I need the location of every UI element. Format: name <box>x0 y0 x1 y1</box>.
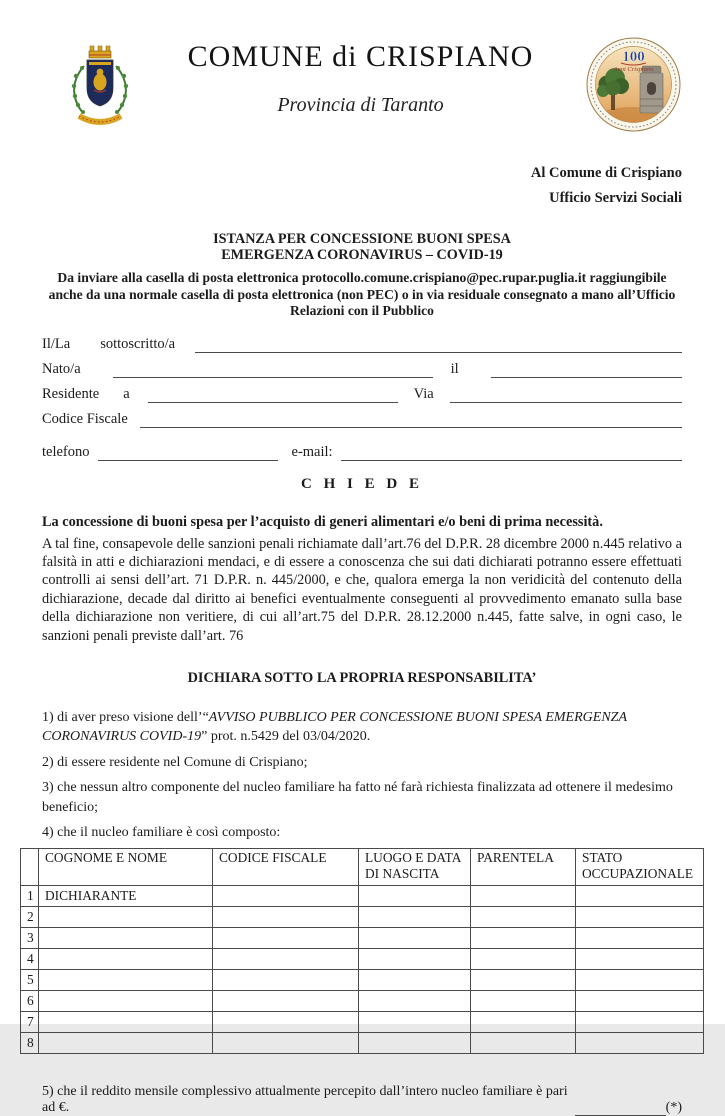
row-birth <box>42 357 682 378</box>
cell-fiscal-code <box>213 990 359 1011</box>
row-contacts <box>42 440 682 461</box>
cell-kinship <box>471 1011 576 1032</box>
table-row <box>21 906 704 927</box>
cell-employment <box>576 990 704 1011</box>
col-kinship: PARENTELA <box>471 848 576 885</box>
table-row <box>21 1032 704 1053</box>
cell-fiscal-code <box>213 1011 359 1032</box>
resident-at-label: a <box>123 385 130 402</box>
declaration-item-4: 4) che il nucleo familiare è così composto: <box>42 825 281 841</box>
fiscal-code-field-line <box>140 410 682 428</box>
legal-disclaimer: A tal fine, consapevole delle sanzioni penali richiamate dall’art.76 del D.P.R. 28 dicembre 2000 n.445 relativo a falsità in atti e dichiarazioni mendaci, e di essere a conoscenza che sui dati dichiarati potranno essere effettuati controlli ai sensi dell’art. 71 D.P.R. n. 445/2000, e che, qualora emerga la non veridicità del contenuto della dichiarazione, decade dal diritto ai benefici eventualmente conseguenti al provvedimento emanato sulla base della dichiarazione non veritiere, di cui all’art.75 del D.P.R. 28.12.2000 n.445, fatte salve, in ogni caso, le sanzioni penali previste dall’art. 76 <box>42 535 682 644</box>
submission-instructions: Da inviare alla casella di posta elettronica protocollo.comune.crispiano@pec.rupar.puglia.it raggiungibile anche da una normale casella di posta elettronica (non PEC) o in via residuale consegnato a mano all’Ufficio Relazioni con il Pubblico <box>48 270 676 318</box>
row-fiscal-code <box>42 407 682 428</box>
row-residence <box>42 382 682 403</box>
col-employment: STATO OCCUPAZIONALE <box>576 848 704 885</box>
cell-employment <box>576 927 704 948</box>
born-label: Nato/a <box>42 360 81 377</box>
recipient-block <box>42 161 682 211</box>
born-on-label: il <box>450 360 459 377</box>
cell-birth <box>359 948 471 969</box>
family-table-header <box>21 848 704 885</box>
table-row <box>21 1011 704 1032</box>
municipal-coat-of-arms-icon <box>64 36 136 131</box>
cell-kinship <box>471 885 576 906</box>
family-members-table <box>20 848 704 1054</box>
cell-fiscal-code <box>213 927 359 948</box>
col-name: COGNOME E NOME <box>39 848 213 885</box>
cell-name <box>39 990 213 1011</box>
cell-kinship <box>471 906 576 927</box>
phone-label: telefono <box>42 443 90 460</box>
chiede-heading: C H I E D E <box>301 475 423 492</box>
cell-birth <box>359 885 471 906</box>
cell-birth <box>359 990 471 1011</box>
cell-kinship <box>471 948 576 969</box>
document-title-line-2: EMERGENZA CORONAVIRUS – COVID-19 <box>221 247 503 263</box>
row-number: 2 <box>21 906 39 927</box>
cell-birth <box>359 1011 471 1032</box>
declaration-item-5 <box>42 1084 682 1116</box>
declaration-item-1 <box>42 708 682 747</box>
letterhead-titles <box>136 36 585 117</box>
cell-name <box>39 1032 213 1053</box>
city-field-line <box>148 385 398 403</box>
recipient-line-1: Al Comune di Crispiano <box>530 165 682 181</box>
cell-kinship <box>471 1032 576 1053</box>
table-row <box>21 927 704 948</box>
resident-label: Residente <box>42 385 100 402</box>
cell-name <box>39 969 213 990</box>
row-number: 5 <box>21 969 39 990</box>
cell-birth <box>359 906 471 927</box>
table-row <box>21 948 704 969</box>
cell-name <box>39 1011 213 1032</box>
request-statement: La concessione di buoni spesa per l’acquisto di generi alimentari e/o beni di prima necessità. <box>42 513 603 530</box>
municipality-name: COMUNE di CRISPIANO <box>187 40 534 73</box>
recipient-line-2: Ufficio Servizi Sociali <box>549 190 682 206</box>
birthdate-field-line <box>491 360 682 378</box>
cell-employment <box>576 885 704 906</box>
cell-employment <box>576 1032 704 1053</box>
row-number: 1 <box>21 885 39 906</box>
declaration-heading: DICHIARA SOTTO LA PROPRIA RESPONSABILITA’ <box>187 669 537 686</box>
row-number: 7 <box>21 1011 39 1032</box>
item1-notice-title: AVVISO PUBBLICO PER CONCESSIONE BUONI SPESA EMERGENZA CORONAVIRUS COVID-19 <box>42 709 627 745</box>
cell-employment <box>576 969 704 990</box>
cell-kinship <box>471 990 576 1011</box>
cell-employment <box>576 1011 704 1032</box>
cell-name <box>39 927 213 948</box>
street-label: Via <box>413 385 434 402</box>
row-subject <box>42 332 682 353</box>
fiscal-code-label: Codice Fiscale <box>42 410 128 427</box>
cell-birth <box>359 1032 471 1053</box>
cell-fiscal-code <box>213 969 359 990</box>
cell-name <box>39 906 213 927</box>
document-title-line-1: ISTANZA PER CONCESSIONE BUONI SPESA <box>213 231 511 247</box>
applicant-form <box>42 332 682 461</box>
cell-fiscal-code <box>213 948 359 969</box>
letterhead <box>42 36 682 133</box>
item5-suffix: (*) <box>665 1099 682 1115</box>
subject-label: Il/La <box>42 335 71 352</box>
phone-field-line <box>98 443 278 461</box>
table-row <box>21 885 704 906</box>
col-number <box>21 848 39 885</box>
row-number: 8 <box>21 1032 39 1053</box>
document-title <box>42 231 682 263</box>
item5-text: 5) che il reddito mensile complessivo attualmente percepito dall’intero nucleo familiare è pari ad €. <box>42 1083 568 1115</box>
cell-employment <box>576 906 704 927</box>
email-field-line <box>341 443 682 461</box>
cell-fiscal-code <box>213 885 359 906</box>
cell-birth <box>359 927 471 948</box>
cell-employment <box>576 948 704 969</box>
table-row <box>21 969 704 990</box>
cell-birth <box>359 969 471 990</box>
cell-name <box>39 948 213 969</box>
cell-fiscal-code <box>213 1032 359 1053</box>
item1-suffix: ” prot. n.5429 del 03/04/2020. <box>201 729 371 745</box>
birthplace-field-line <box>113 360 433 378</box>
row-number: 3 <box>21 927 39 948</box>
income-field-line <box>575 1099 666 1116</box>
subject-label-2: sottoscritto/a <box>100 335 176 352</box>
cell-kinship <box>471 927 576 948</box>
centenary-script-text: Anni Crispiano <box>613 66 654 73</box>
col-birth: LUOGO E DATA DI NASCITA <box>359 848 471 885</box>
province-name: Provincia di Taranto <box>277 94 444 116</box>
centenary-number-text: 100 <box>622 49 645 65</box>
cell-fiscal-code <box>213 906 359 927</box>
item1-prefix: 1) di aver preso visione dell’“ <box>42 709 209 725</box>
street-field-line <box>450 385 682 403</box>
email-label: e-mail: <box>291 443 333 460</box>
centenary-logo-icon <box>585 36 682 133</box>
cell-name: DICHIARANTE <box>39 885 213 906</box>
table-row <box>21 990 704 1011</box>
cell-kinship <box>471 969 576 990</box>
declaration-item-3: 3) che nessun altro componente del nucleo familiare ha fatto né farà richiesta finalizzata ad ottenere il medesimo beneficio; <box>42 780 673 815</box>
row-number: 4 <box>21 948 39 969</box>
subject-field-line <box>195 335 682 353</box>
declaration-item-2: 2) di essere residente nel Comune di Crispiano; <box>42 754 308 770</box>
col-fiscal-code: CODICE FISCALE <box>213 848 359 885</box>
row-number: 6 <box>21 990 39 1011</box>
